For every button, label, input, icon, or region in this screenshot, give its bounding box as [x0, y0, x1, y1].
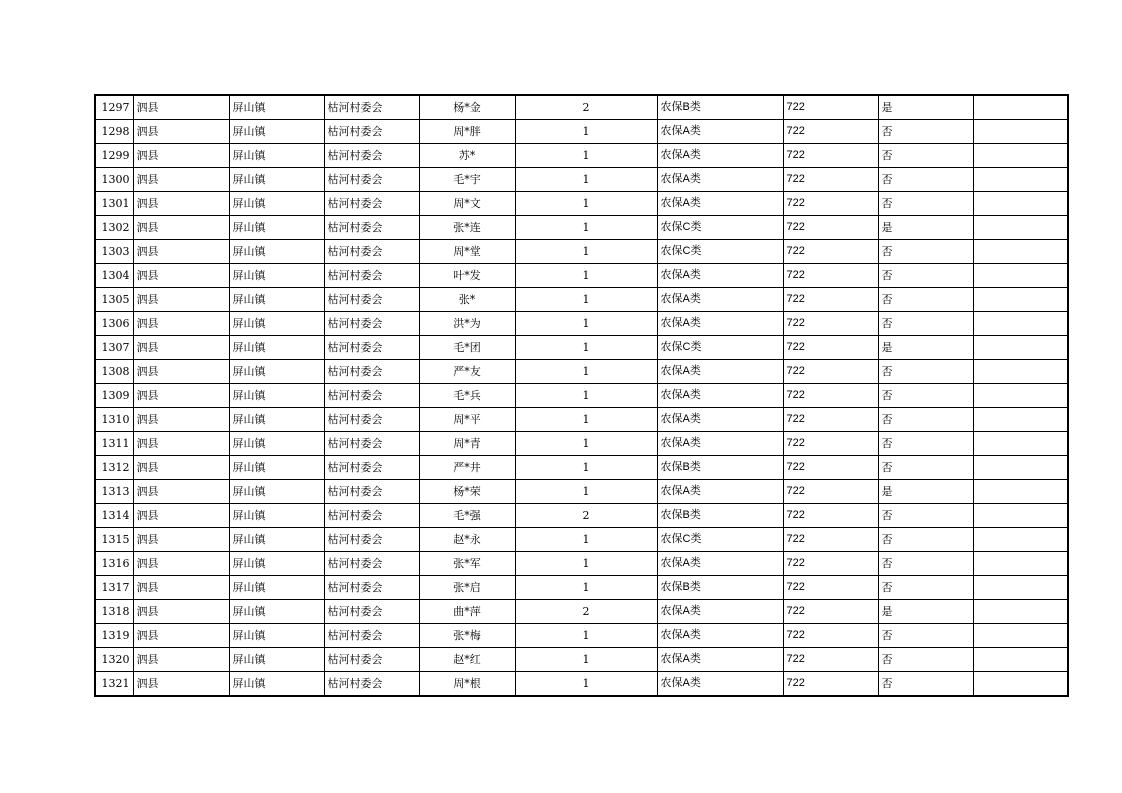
flag-cell: 否 — [878, 288, 973, 312]
table-row — [95, 600, 1068, 624]
amount-cell: 722 — [783, 120, 878, 144]
town-cell: 屏山镇 — [229, 336, 324, 360]
county-cell: 泗县 — [133, 528, 229, 552]
count-cell: 2 — [515, 95, 657, 120]
village-cell: 枯河村委会 — [324, 144, 419, 168]
category-cell: 农保C类 — [657, 528, 783, 552]
table-row — [95, 408, 1068, 432]
table-row — [95, 552, 1068, 576]
count-cell: 1 — [515, 648, 657, 672]
category-cell: 农保C类 — [657, 216, 783, 240]
category-cell: 农保A类 — [657, 144, 783, 168]
village-cell: 枯河村委会 — [324, 504, 419, 528]
amount-cell: 722 — [783, 288, 878, 312]
amount-cell: 722 — [783, 432, 878, 456]
category-cell: 农保B类 — [657, 576, 783, 600]
flag-cell: 否 — [878, 432, 973, 456]
table-row — [95, 216, 1068, 240]
village-cell: 枯河村委会 — [324, 480, 419, 504]
amount-cell: 722 — [783, 504, 878, 528]
count-cell: 1 — [515, 264, 657, 288]
category-cell: 农保A类 — [657, 384, 783, 408]
count-cell: 1 — [515, 240, 657, 264]
flag-cell: 否 — [878, 552, 973, 576]
row-number-cell: 1313 — [95, 480, 133, 504]
town-cell: 屏山镇 — [229, 120, 324, 144]
name-cell: 毛*团 — [419, 336, 515, 360]
name-cell: 严*友 — [419, 360, 515, 384]
table-row — [95, 456, 1068, 480]
table-row — [95, 168, 1068, 192]
row-number-cell: 1311 — [95, 432, 133, 456]
count-cell: 1 — [515, 384, 657, 408]
amount-cell: 722 — [783, 168, 878, 192]
row-number-cell: 1302 — [95, 216, 133, 240]
count-cell: 1 — [515, 312, 657, 336]
category-cell: 农保A类 — [657, 168, 783, 192]
amount-cell: 722 — [783, 384, 878, 408]
county-cell: 泗县 — [133, 336, 229, 360]
count-cell: 1 — [515, 528, 657, 552]
town-cell: 屏山镇 — [229, 144, 324, 168]
category-cell: 农保A类 — [657, 192, 783, 216]
category-cell: 农保B类 — [657, 95, 783, 120]
county-cell: 泗县 — [133, 288, 229, 312]
town-cell: 屏山镇 — [229, 480, 324, 504]
amount-cell: 722 — [783, 528, 878, 552]
amount-cell: 722 — [783, 624, 878, 648]
row-number-cell: 1304 — [95, 264, 133, 288]
table-row — [95, 288, 1068, 312]
note-cell — [973, 336, 1068, 360]
count-cell: 1 — [515, 576, 657, 600]
county-cell: 泗县 — [133, 120, 229, 144]
name-cell: 周*堂 — [419, 240, 515, 264]
village-cell: 枯河村委会 — [324, 120, 419, 144]
town-cell: 屏山镇 — [229, 288, 324, 312]
village-cell: 枯河村委会 — [324, 600, 419, 624]
village-cell: 枯河村委会 — [324, 336, 419, 360]
table-row — [95, 360, 1068, 384]
name-cell: 洪*为 — [419, 312, 515, 336]
table-row — [95, 192, 1068, 216]
row-number-cell: 1314 — [95, 504, 133, 528]
town-cell: 屏山镇 — [229, 528, 324, 552]
table-row — [95, 576, 1068, 600]
county-cell: 泗县 — [133, 504, 229, 528]
village-cell: 枯河村委会 — [324, 648, 419, 672]
flag-cell: 否 — [878, 144, 973, 168]
note-cell — [973, 480, 1068, 504]
count-cell: 2 — [515, 600, 657, 624]
note-cell — [973, 672, 1068, 697]
county-cell: 泗县 — [133, 192, 229, 216]
village-cell: 枯河村委会 — [324, 168, 419, 192]
amount-cell: 722 — [783, 336, 878, 360]
village-cell: 枯河村委会 — [324, 192, 419, 216]
category-cell: 农保A类 — [657, 432, 783, 456]
town-cell: 屏山镇 — [229, 384, 324, 408]
row-number-cell: 1315 — [95, 528, 133, 552]
note-cell — [973, 264, 1068, 288]
county-cell: 泗县 — [133, 384, 229, 408]
name-cell: 毛*强 — [419, 504, 515, 528]
flag-cell: 否 — [878, 192, 973, 216]
amount-cell: 722 — [783, 576, 878, 600]
row-number-cell: 1303 — [95, 240, 133, 264]
flag-cell: 否 — [878, 504, 973, 528]
row-number-cell: 1298 — [95, 120, 133, 144]
category-cell: 农保A类 — [657, 600, 783, 624]
county-cell: 泗县 — [133, 312, 229, 336]
row-number-cell: 1316 — [95, 552, 133, 576]
county-cell: 泗县 — [133, 648, 229, 672]
county-cell: 泗县 — [133, 360, 229, 384]
amount-cell: 722 — [783, 240, 878, 264]
flag-cell: 是 — [878, 480, 973, 504]
village-cell: 枯河村委会 — [324, 95, 419, 120]
row-number-cell: 1312 — [95, 456, 133, 480]
row-number-cell: 1307 — [95, 336, 133, 360]
row-number-cell: 1306 — [95, 312, 133, 336]
county-cell: 泗县 — [133, 480, 229, 504]
flag-cell: 否 — [878, 120, 973, 144]
village-cell: 枯河村委会 — [324, 288, 419, 312]
flag-cell: 否 — [878, 648, 973, 672]
count-cell: 1 — [515, 552, 657, 576]
count-cell: 2 — [515, 504, 657, 528]
amount-cell: 722 — [783, 216, 878, 240]
name-cell: 周*青 — [419, 432, 515, 456]
flag-cell: 否 — [878, 672, 973, 697]
name-cell: 张*梅 — [419, 624, 515, 648]
town-cell: 屏山镇 — [229, 264, 324, 288]
note-cell — [973, 600, 1068, 624]
village-cell: 枯河村委会 — [324, 216, 419, 240]
amount-cell: 722 — [783, 672, 878, 697]
name-cell: 赵*红 — [419, 648, 515, 672]
count-cell: 1 — [515, 336, 657, 360]
county-cell: 泗县 — [133, 576, 229, 600]
name-cell: 毛*兵 — [419, 384, 515, 408]
row-number-cell: 1300 — [95, 168, 133, 192]
note-cell — [973, 384, 1068, 408]
town-cell: 屏山镇 — [229, 192, 324, 216]
table-row — [95, 336, 1068, 360]
flag-cell: 否 — [878, 576, 973, 600]
row-number-cell: 1320 — [95, 648, 133, 672]
category-cell: 农保A类 — [657, 408, 783, 432]
note-cell — [973, 168, 1068, 192]
note-cell — [973, 288, 1068, 312]
table-row — [95, 480, 1068, 504]
name-cell: 周*文 — [419, 192, 515, 216]
note-cell — [973, 408, 1068, 432]
name-cell: 周*根 — [419, 672, 515, 697]
flag-cell: 否 — [878, 384, 973, 408]
town-cell: 屏山镇 — [229, 95, 324, 120]
note-cell — [973, 360, 1068, 384]
note-cell — [973, 552, 1068, 576]
village-cell: 枯河村委会 — [324, 264, 419, 288]
table-row — [95, 264, 1068, 288]
town-cell: 屏山镇 — [229, 624, 324, 648]
category-cell: 农保A类 — [657, 624, 783, 648]
name-cell: 张*启 — [419, 576, 515, 600]
name-cell: 曲*萍 — [419, 600, 515, 624]
row-number-cell: 1310 — [95, 408, 133, 432]
town-cell: 屏山镇 — [229, 456, 324, 480]
category-cell: 农保A类 — [657, 360, 783, 384]
category-cell: 农保A类 — [657, 480, 783, 504]
table-row — [95, 120, 1068, 144]
note-cell — [973, 216, 1068, 240]
category-cell: 农保B类 — [657, 504, 783, 528]
name-cell: 叶*发 — [419, 264, 515, 288]
county-cell: 泗县 — [133, 264, 229, 288]
category-cell: 农保A类 — [657, 552, 783, 576]
row-number-cell: 1305 — [95, 288, 133, 312]
amount-cell: 722 — [783, 312, 878, 336]
village-cell: 枯河村委会 — [324, 552, 419, 576]
count-cell: 1 — [515, 432, 657, 456]
table-row — [95, 432, 1068, 456]
name-cell: 杨*金 — [419, 95, 515, 120]
name-cell: 毛*宇 — [419, 168, 515, 192]
note-cell — [973, 576, 1068, 600]
note-cell — [973, 312, 1068, 336]
flag-cell: 否 — [878, 456, 973, 480]
table-row — [95, 624, 1068, 648]
row-number-cell: 1297 — [95, 95, 133, 120]
note-cell — [973, 192, 1068, 216]
amount-cell: 722 — [783, 264, 878, 288]
county-cell: 泗县 — [133, 144, 229, 168]
amount-cell: 722 — [783, 648, 878, 672]
village-cell: 枯河村委会 — [324, 408, 419, 432]
category-cell: 农保A类 — [657, 648, 783, 672]
note-cell — [973, 648, 1068, 672]
town-cell: 屏山镇 — [229, 360, 324, 384]
flag-cell: 否 — [878, 264, 973, 288]
note-cell — [973, 120, 1068, 144]
county-cell: 泗县 — [133, 168, 229, 192]
town-cell: 屏山镇 — [229, 240, 324, 264]
village-cell: 枯河村委会 — [324, 672, 419, 697]
name-cell: 苏* — [419, 144, 515, 168]
flag-cell: 是 — [878, 95, 973, 120]
amount-cell: 722 — [783, 95, 878, 120]
village-cell: 枯河村委会 — [324, 384, 419, 408]
flag-cell: 否 — [878, 528, 973, 552]
row-number-cell: 1299 — [95, 144, 133, 168]
county-cell: 泗县 — [133, 672, 229, 697]
table-row — [95, 144, 1068, 168]
table-row — [95, 384, 1068, 408]
flag-cell: 是 — [878, 216, 973, 240]
flag-cell: 否 — [878, 240, 973, 264]
village-cell: 枯河村委会 — [324, 456, 419, 480]
amount-cell: 722 — [783, 192, 878, 216]
category-cell: 农保C类 — [657, 336, 783, 360]
count-cell: 1 — [515, 408, 657, 432]
village-cell: 枯河村委会 — [324, 528, 419, 552]
amount-cell: 722 — [783, 480, 878, 504]
town-cell: 屏山镇 — [229, 312, 324, 336]
note-cell — [973, 456, 1068, 480]
row-number-cell: 1309 — [95, 384, 133, 408]
row-number-cell: 1321 — [95, 672, 133, 697]
town-cell: 屏山镇 — [229, 432, 324, 456]
note-cell — [973, 240, 1068, 264]
village-cell: 枯河村委会 — [324, 312, 419, 336]
count-cell: 1 — [515, 480, 657, 504]
note-cell — [973, 95, 1068, 120]
note-cell — [973, 528, 1068, 552]
town-cell: 屏山镇 — [229, 576, 324, 600]
town-cell: 屏山镇 — [229, 600, 324, 624]
amount-cell: 722 — [783, 456, 878, 480]
table-row — [95, 648, 1068, 672]
village-cell: 枯河村委会 — [324, 240, 419, 264]
count-cell: 1 — [515, 360, 657, 384]
flag-cell: 否 — [878, 624, 973, 648]
note-cell — [973, 504, 1068, 528]
table-row — [95, 504, 1068, 528]
village-cell: 枯河村委会 — [324, 360, 419, 384]
table-row — [95, 312, 1068, 336]
category-cell: 农保A类 — [657, 288, 783, 312]
amount-cell: 722 — [783, 600, 878, 624]
town-cell: 屏山镇 — [229, 672, 324, 697]
name-cell: 张*军 — [419, 552, 515, 576]
county-cell: 泗县 — [133, 408, 229, 432]
table-row — [95, 240, 1068, 264]
amount-cell: 722 — [783, 552, 878, 576]
flag-cell: 是 — [878, 336, 973, 360]
town-cell: 屏山镇 — [229, 552, 324, 576]
flag-cell: 否 — [878, 408, 973, 432]
row-number-cell: 1317 — [95, 576, 133, 600]
town-cell: 屏山镇 — [229, 648, 324, 672]
count-cell: 1 — [515, 624, 657, 648]
flag-cell: 是 — [878, 600, 973, 624]
table-row — [95, 95, 1068, 120]
name-cell: 张* — [419, 288, 515, 312]
count-cell: 1 — [515, 456, 657, 480]
county-cell: 泗县 — [133, 216, 229, 240]
county-cell: 泗县 — [133, 240, 229, 264]
row-number-cell: 1319 — [95, 624, 133, 648]
category-cell: 农保A类 — [657, 312, 783, 336]
name-cell: 杨*荣 — [419, 480, 515, 504]
table-body — [95, 95, 1068, 696]
count-cell: 1 — [515, 144, 657, 168]
category-cell: 农保B类 — [657, 456, 783, 480]
town-cell: 屏山镇 — [229, 408, 324, 432]
flag-cell: 否 — [878, 168, 973, 192]
category-cell: 农保A类 — [657, 120, 783, 144]
category-cell: 农保A类 — [657, 264, 783, 288]
name-cell: 周*胖 — [419, 120, 515, 144]
count-cell: 1 — [515, 120, 657, 144]
category-cell: 农保A类 — [657, 672, 783, 697]
note-cell — [973, 432, 1068, 456]
row-number-cell: 1301 — [95, 192, 133, 216]
flag-cell: 否 — [878, 360, 973, 384]
county-cell: 泗县 — [133, 95, 229, 120]
amount-cell: 722 — [783, 144, 878, 168]
name-cell: 严*井 — [419, 456, 515, 480]
count-cell: 1 — [515, 216, 657, 240]
name-cell: 张*连 — [419, 216, 515, 240]
village-cell: 枯河村委会 — [324, 576, 419, 600]
category-cell: 农保C类 — [657, 240, 783, 264]
data-table — [94, 94, 1069, 697]
name-cell: 赵*永 — [419, 528, 515, 552]
count-cell: 1 — [515, 192, 657, 216]
county-cell: 泗县 — [133, 552, 229, 576]
county-cell: 泗县 — [133, 600, 229, 624]
name-cell: 周*平 — [419, 408, 515, 432]
row-number-cell: 1318 — [95, 600, 133, 624]
village-cell: 枯河村委会 — [324, 624, 419, 648]
amount-cell: 722 — [783, 360, 878, 384]
table-row — [95, 528, 1068, 552]
village-cell: 枯河村委会 — [324, 432, 419, 456]
county-cell: 泗县 — [133, 456, 229, 480]
county-cell: 泗县 — [133, 624, 229, 648]
flag-cell: 否 — [878, 312, 973, 336]
amount-cell: 722 — [783, 408, 878, 432]
count-cell: 1 — [515, 168, 657, 192]
town-cell: 屏山镇 — [229, 168, 324, 192]
county-cell: 泗县 — [133, 432, 229, 456]
town-cell: 屏山镇 — [229, 216, 324, 240]
note-cell — [973, 144, 1068, 168]
note-cell — [973, 624, 1068, 648]
table-row — [95, 672, 1068, 697]
count-cell: 1 — [515, 288, 657, 312]
count-cell: 1 — [515, 672, 657, 697]
town-cell: 屏山镇 — [229, 504, 324, 528]
row-number-cell: 1308 — [95, 360, 133, 384]
